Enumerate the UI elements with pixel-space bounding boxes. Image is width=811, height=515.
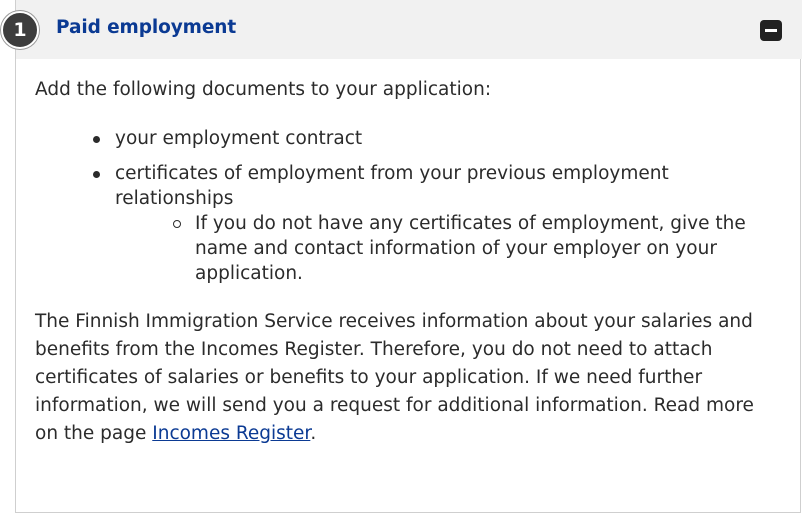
minus-bar: [765, 29, 777, 32]
sub-list-item: [195, 211, 780, 286]
list-item-text: your employment contract: [115, 128, 363, 149]
circle-bullet-icon: [173, 220, 181, 228]
documents-list: [35, 126, 780, 286]
accordion-title[interactable]: Paid employment: [56, 17, 237, 38]
step-number-badge: 1: [1, 11, 39, 49]
accordion-header[interactable]: [13, 0, 802, 59]
sub-list: [115, 211, 780, 286]
intro-text: Add the following documents to your application:: [35, 79, 492, 100]
list-item: [115, 161, 780, 286]
accordion-body: [35, 76, 780, 448]
minus-square-icon[interactable]: [760, 20, 782, 41]
bullet-icon: [93, 136, 100, 143]
sub-list-item-text: If you do not have any certificates of employment, give the name and contact information of your employer on your application.: [195, 213, 746, 284]
incomes-register-paragraph: [35, 308, 780, 448]
incomes-register-link[interactable]: Incomes Register: [152, 423, 311, 444]
list-item: [115, 126, 780, 151]
paragraph-text: The Finnish Immigration Service receives information about your salaries and benefits from the Incomes Register. Therefore, you do not need to attach certificates of salaries or benefits to your application. If we need further information, we will send you a request for additional information. Read more on the page: [35, 311, 754, 444]
list-item-text: certificates of employment from your previous employment relationships: [115, 163, 669, 209]
paragraph-end: .: [310, 423, 317, 444]
accordion-paid-employment: [15, 0, 801, 513]
bullet-icon: [93, 171, 100, 178]
